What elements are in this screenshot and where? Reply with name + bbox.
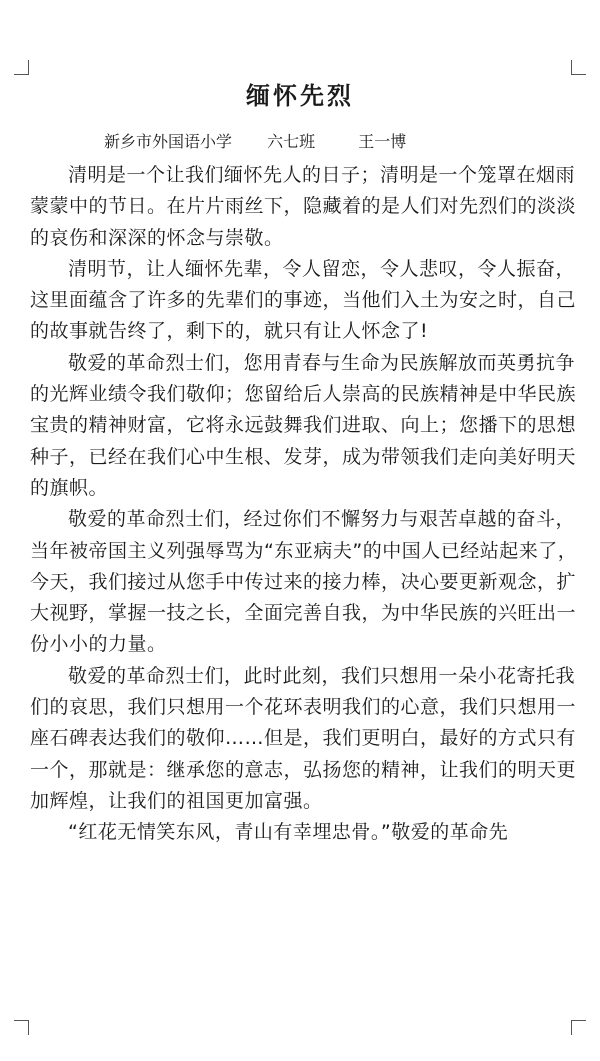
paragraph: 敬爱的革命烈士们，您用青春与生命为民族解放而英勇抗争的光辉业绩令我们敬仰；您留给后人崇高的民族精神是中华民族宝贵的精神财富，它将永远鼓舞我们进取、向上；您播下的思想种子，已经在我们心中生根、发芽，成为带领我们走向美好明天的旗帜。 (30, 351, 577, 499)
crop-mark-bottom-right (571, 1020, 586, 1035)
crop-mark-top-right (571, 60, 586, 75)
paragraph: “红花无情笑东风，青山有幸埋忠骨。”敬爱的革命先 (68, 821, 509, 844)
crop-mark-bottom-left (14, 1020, 29, 1035)
byline-author: 王一博 (358, 132, 407, 151)
page-title: 缅怀先烈 (246, 82, 354, 110)
paragraph: 敬爱的革命烈士们，经过你们不懈努力与艰苦卓越的奋斗，当年被帝国主义列强辱骂为“东亚病夫”的中国人已经站起来了，今天，我们接过从您手中传过来的接力棒，决心要更新观念，扩大视野，掌握一技之长，全面完善自我，为中华民族的兴旺出一份小小的力量。 (30, 508, 578, 656)
paragraph: 清明节，让人缅怀先辈，令人留恋，令人悲叹，令人振奋，这里面蕴含了许多的先辈们的事迹，当他们入土为安之时，自己的故事就告终了，剩下的，就只有让人怀念了! (30, 257, 577, 343)
paragraph: 敬爱的革命烈士们，此时此刻，我们只想用一朵小花寄托我们的哀思，我们只想用一个花环表明我们的心意，我们只想用一座石碑表达我们的敬仰……但是，我们更明白，最好的方式只有一个，那就是：继承您的意志，弘扬您的精神，让我们的明天更加辉煌，让我们的祖国更加富强。 (30, 664, 577, 812)
byline-class: 六七班 (267, 132, 316, 151)
paragraph: 清明是一个让我们缅怀先人的日子；清明是一个笼罩在烟雨蒙蒙中的节日。在片片雨丝下，隐藏着的是人们对先烈们的淡淡的哀伤和深深的怀念与崇敬。 (30, 164, 577, 249)
essay-body (30, 160, 590, 849)
byline-school: 新乡市外国语小学 (104, 132, 233, 151)
crop-mark-top-left (14, 60, 29, 75)
byline (104, 129, 406, 152)
